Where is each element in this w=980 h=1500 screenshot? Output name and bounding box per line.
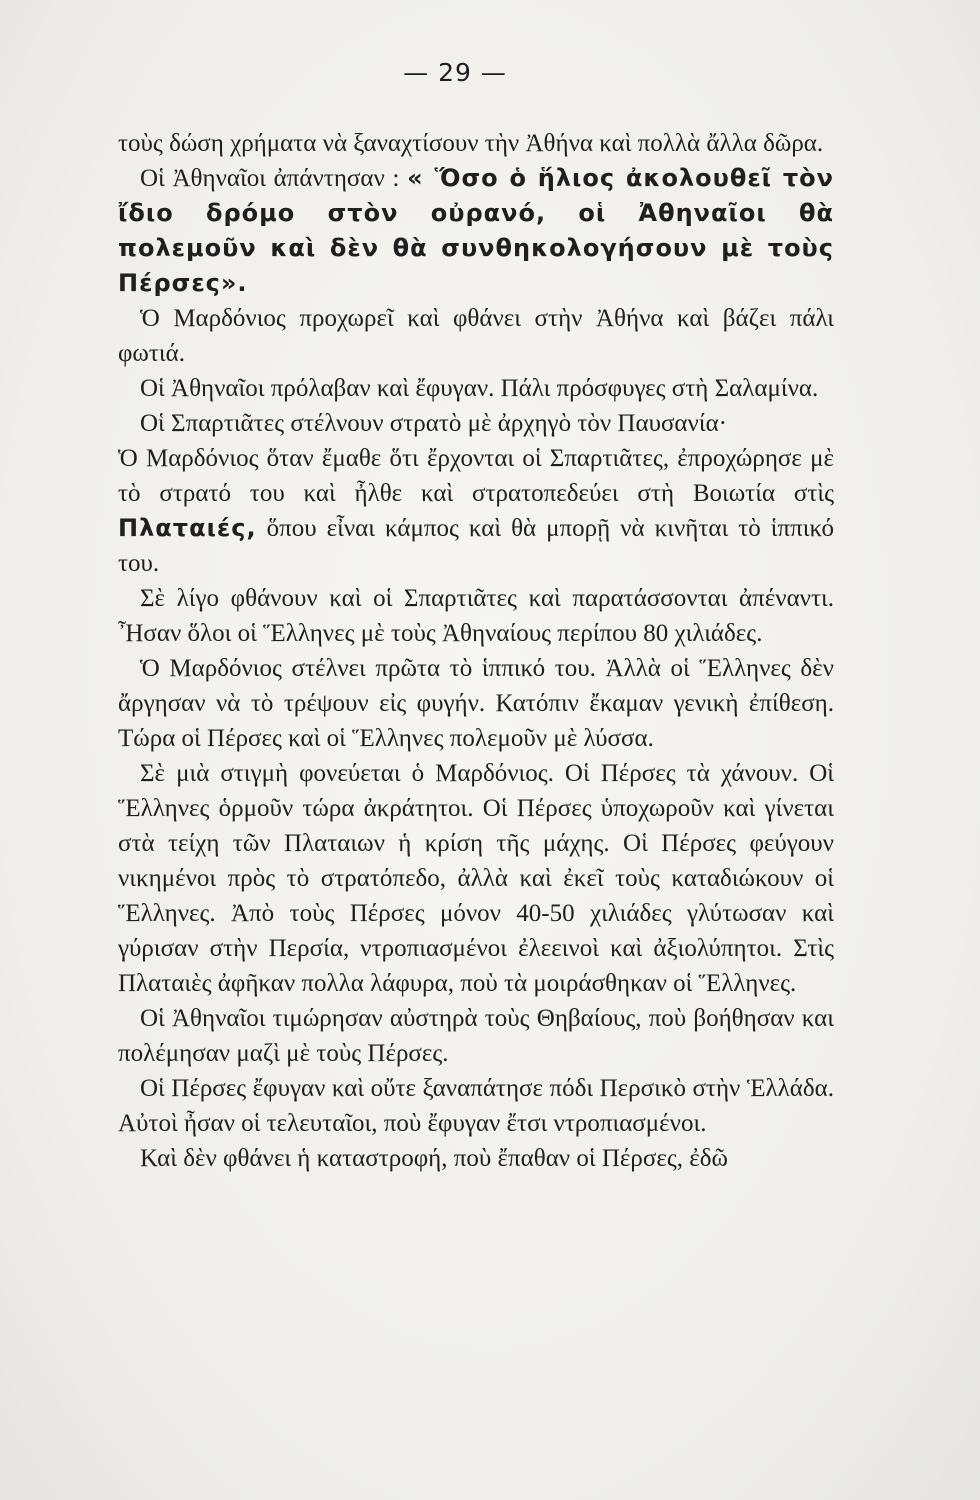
paragraph-text: Οἱ Ἀθηναῖοι ἀπάντησαν : xyxy=(140,165,400,192)
paragraph-text: Οἱ Ἀθηναῖοι τιμώρησαν αὐστηρὰ τοὺς Θηβαίους, ποὺ βοήθησαν και πολέμησαν μαζὶ μὲ τοὺς Πέρσες. xyxy=(118,1005,834,1067)
paragraph-6 xyxy=(118,441,834,581)
paragraph-2 xyxy=(118,161,834,301)
paragraph-text: Οἱ Ἀθηναῖοι πρόλαβαν καὶ ἔφυγαν. Πάλι πρόσφυγες στὴ Σαλαμίνα. xyxy=(140,375,819,402)
paragraph-5 xyxy=(118,406,834,441)
paragraph-1 xyxy=(118,126,834,161)
paragraph-text: ὅπου εἶναι κάμπος καὶ θὰ μπορῇ νὰ κινῆται τὸ ἱππικό του. xyxy=(118,515,834,577)
paragraph-text: Σὲ μιὰ στιγμὴ φονεύεται ὁ Μαρδόνιος. Οἱ Πέρσες τὰ χάνουν. Οἱ Ἕλληνες ὁρμοῦν τώρα ἀκράτητοι. Οἱ Πέρσες ὑποχωροῦν καὶ γίνεται στὰ τείχη τῶν Πλαταιων ἡ κρίση τῆς μάχης. Οἱ Πέρσες φεύγουν νικημένοι πρὸς τὸ στρατόπεδο, ἀλλὰ καὶ ἐκεῖ τοὺς καταδιώκουν οἱ Ἕλληνες. Ἀπὸ τοὺς Πέρσες μόνον 40-50 χιλιάδες γλύτωσαν καὶ γύρισαν στὴν Περσία, ντροπιασμένοι ἐλεεινοὶ καὶ ἀξιολύπητοι. Στὶς Πλαταιὲς ἀφῆκαν πολλα λάφυρα, ποὺ τὰ μοιράσθηκαν οἱ Ἕλληνες. xyxy=(118,760,834,997)
page-text xyxy=(118,126,834,1176)
paragraph-text: Ὁ Μαρδόνιος ὅταν ἔμαθε ὅτι ἔρχονται οἱ Σπαρτιᾶτες, ἐπροχώρησε μὲ τὸ στρατό του καὶ ἦλθε καὶ στρατοπεδεύει στὴ Βοιωτία στὶς xyxy=(118,445,834,507)
paragraph-text: Οἱ Πέρσες ἔφυγαν καὶ οὔτε ξαναπάτησε πόδι Περσικὸ στὴν Ἑλλάδα. Αὐτοὶ ἦσαν οἱ τελευταῖοι, ποὺ ἔφυγαν ἔτσι ντροπιασμένοι. xyxy=(118,1075,834,1137)
paragraph-12 xyxy=(118,1141,834,1176)
paragraph-7 xyxy=(118,581,834,651)
paragraph-text: Ὁ Μαρδόνιος προχωρεῖ καὶ φθάνει στὴν Ἀθήνα καὶ βάζει πάλι φωτιά. xyxy=(118,305,834,367)
paragraph-8 xyxy=(118,651,834,756)
page-number: — 29 — xyxy=(403,58,507,87)
paragraph-text: Οἱ Σπαρτιᾶτες στέλνουν στρατὸ μὲ ἀρχηγὸ τὸν Παυσανία· xyxy=(140,410,727,437)
paragraph-text: Ὁ Μαρδόνιος στέλνει πρῶτα τὸ ἱππικό του. Ἀλλὰ οἱ Ἕλληνες δὲν ἄργησαν νὰ τὸ τρέψουν εἰς φυγήν. Κατόπιν ἔκαμαν γενικὴ ἐπίθεση. Τώρα οἱ Πέρσες καὶ οἱ Ἕλληνες πολεμοῦν μὲ λύσσα. xyxy=(118,655,834,752)
paragraph-11 xyxy=(118,1071,834,1141)
place-name-emphasis: Πλαταιές, xyxy=(118,514,257,542)
paragraph-4 xyxy=(118,371,834,406)
paragraph-3 xyxy=(118,301,834,371)
paragraph-text: Καὶ δὲν φθάνει ἡ καταστροφή, ποὺ ἔπαθαν οἱ Πέρσες, ἐδῶ xyxy=(140,1145,728,1172)
paragraph-text: τοὺς δώση χρήματα νὰ ξαναχτίσουν τὴν Ἀθήνα καὶ πολλὰ ἄλλα δῶρα. xyxy=(118,130,824,157)
paragraph-10 xyxy=(118,1001,834,1071)
paragraph-text: Σὲ λίγο φθάνουν καὶ οἱ Σπαρτιᾶτες καὶ παρατάσσονται ἀπέναντι. Ἦσαν ὅλοι οἱ Ἕλληνες μὲ τοὺς Ἀθηναίους περίπου 80 χιλιάδες. xyxy=(118,585,834,647)
paragraph-9 xyxy=(118,756,834,1001)
bold-quote: « Ὅσο ὁ ἥλιος ἀκολουθεῖ τὸν ἴδιο δρόμο στὸν οὐρανό, οἱ Ἀθηναῖοι θὰ πολεμοῦν καὶ δὲν θὰ συνθηκολογήσουν μὲ τοὺς Πέρσες». xyxy=(118,164,835,297)
